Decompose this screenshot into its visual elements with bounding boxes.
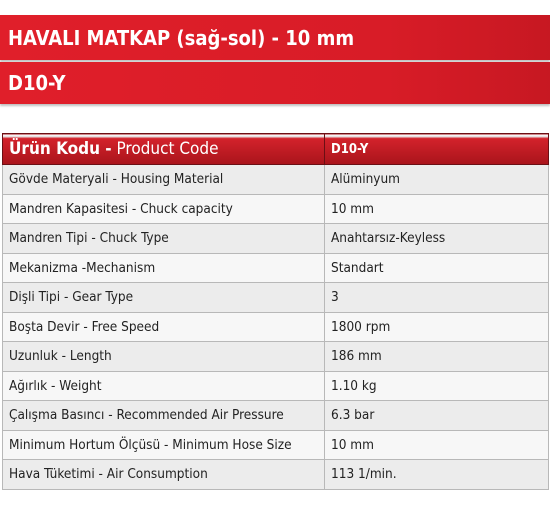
header-label-en: Product Code [111, 139, 219, 159]
table-row [3, 194, 549, 224]
spec-label: Gövde Materyali - Housing Material [3, 165, 325, 195]
table-row [3, 253, 549, 283]
spec-value: 186 mm [325, 342, 549, 372]
product-title-banner [0, 15, 550, 60]
spec-label: Dişli Tipi - Gear Type [3, 283, 325, 313]
table-row [3, 401, 549, 431]
table-row [3, 283, 549, 313]
spec-value: 1800 rpm [325, 312, 549, 342]
spec-label: Uzunluk - Length [3, 342, 325, 372]
model-banner [0, 62, 550, 104]
table-row [3, 312, 549, 342]
table-row [3, 430, 549, 460]
spec-value: 10 mm [325, 430, 549, 460]
spec-label: Hava Tüketimi - Air Consumption [3, 460, 325, 490]
spec-label: Ağırlık - Weight [3, 371, 325, 401]
model-code: D10-Y [8, 71, 66, 95]
header-label-tr: Ürün Kodu - [9, 139, 112, 159]
spec-label: Minimum Hortum Ölçüsü - Minimum Hose Size [3, 430, 325, 460]
header-value-cell: D10-Y [325, 134, 549, 165]
product-title: HAVALI MATKAP (sağ-sol) - 10 mm [8, 25, 355, 50]
spec-value: Standart [325, 253, 549, 283]
spec-value: Anahtarsız-Keyless [325, 224, 549, 254]
spec-label: Boşta Devir - Free Speed [3, 312, 325, 342]
spec-value: 6.3 bar [325, 401, 549, 431]
spec-table [2, 133, 549, 490]
spec-value: 3 [325, 283, 549, 313]
spec-label: Çalışma Basıncı - Recommended Air Pressure [3, 401, 325, 431]
spec-label: Mandren Tipi - Chuck Type [3, 224, 325, 254]
spec-label: Mekanizma -Mechanism [3, 253, 325, 283]
table-row [3, 165, 549, 195]
header-label-cell [3, 134, 325, 165]
table-row [3, 342, 549, 372]
table-row [3, 460, 549, 490]
spec-value: 113 1/min. [325, 460, 549, 490]
spec-label: Mandren Kapasitesi - Chuck capacity [3, 194, 325, 224]
table-row [3, 224, 549, 254]
table-row [3, 371, 549, 401]
spec-value: Alüminyum [325, 165, 549, 195]
spec-value: 1.10 kg [325, 371, 549, 401]
spec-value: 10 mm [325, 194, 549, 224]
spec-table-header [3, 134, 549, 165]
